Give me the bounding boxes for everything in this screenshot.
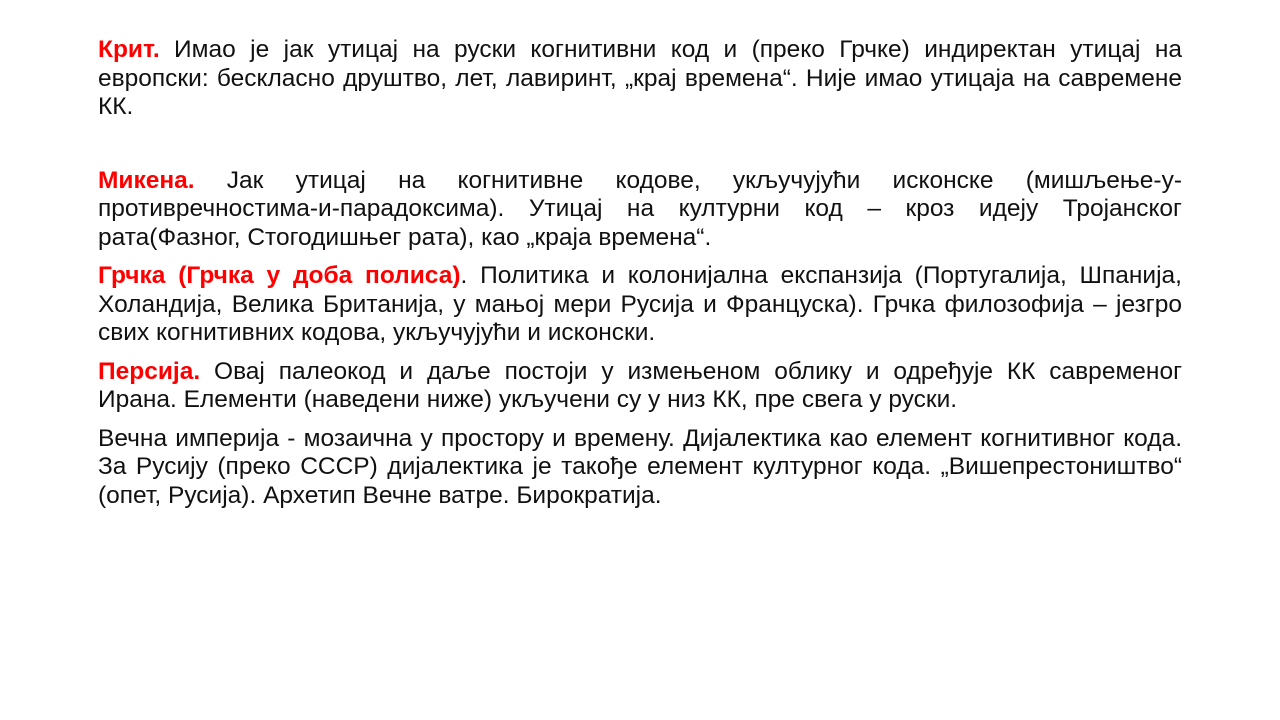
paragraph-heading: Микена. (98, 166, 195, 194)
paragraph-persia (98, 358, 1182, 415)
paragraph-text: Имао је јак утицај на руски когнитивни код и (преко Грчке) индиректан утицај на европски: бескласно друштво, лет, лавиринт, „крај времена“. Није имао утицаја на савремене КК. (98, 36, 1182, 120)
paragraph-text: Овај палеокод и даље постоји у измењеном облику и одређује КК савременог Ирана. Елементи (наведени ниже) укључени су у низ КК, пре свега у руски. (98, 357, 1182, 413)
paragraph-mycenae (98, 167, 1182, 253)
paragraph-greece (98, 262, 1182, 348)
paragraph-text: . Политика и колонијална експанзија (Португалија, Шпанија, Холандија, Велика Британија, у мањој мери Русија и Француска). Грчка филозофија – језгро свих когнитивних кодова, укључујући и исконски. (98, 262, 1182, 346)
paragraph-text: Јак утицај на когнитивне кодове, укључујући исконске (мишљење-у-противречностима-и-парадоксима). Утицај на културни код – кроз идеју Тројанског рата(Фазног, Стогодишњег рата), као „краја времена“. (98, 166, 1182, 251)
slide-body (98, 36, 1182, 520)
paragraph-heading: Крит. (98, 36, 160, 63)
paragraph-heading: Грчка (Грчка у доба полиса) (98, 262, 461, 289)
paragraph-crete (98, 36, 1182, 122)
paragraph-text: Вечна империја - мозаична у простору и времену. Дијалектика као елемент когнитивног кода. За Русију (преко СССР) дијалектика је такође елемент културног кода. „Вишепрестоништво“ (опет, Русија). Архетип Вечне ватре. Бирократија. (98, 424, 1182, 509)
paragraph-eternal-empire (98, 425, 1182, 511)
paragraph-heading: Персија. (98, 357, 201, 385)
